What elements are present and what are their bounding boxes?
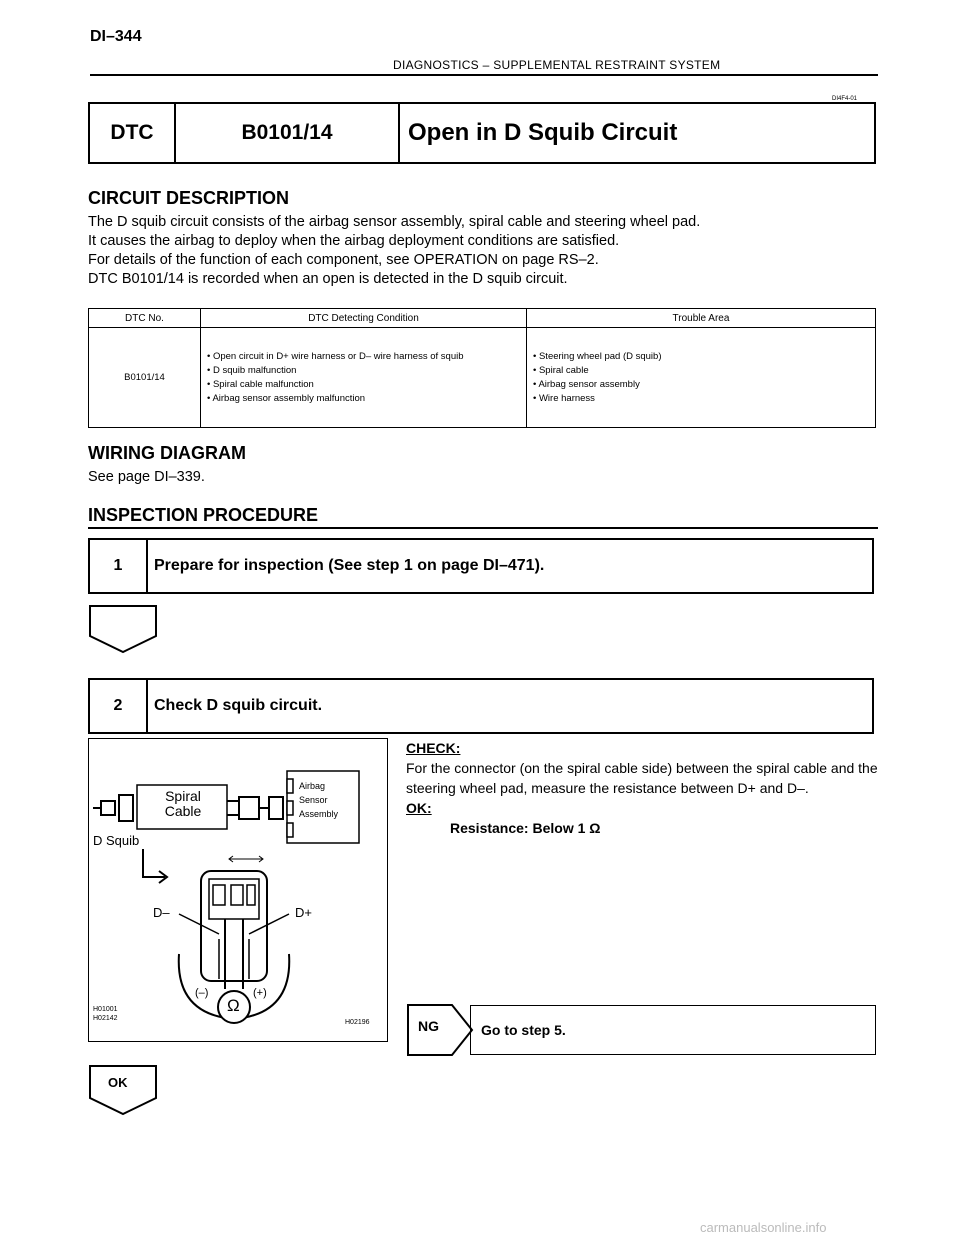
ng-label: NG [418, 1018, 439, 1034]
header-rule [90, 74, 878, 76]
next-step-arrow-icon [88, 604, 160, 656]
spiral-cable-label: Spiral Cable [164, 788, 202, 819]
ng-action-box [470, 1005, 876, 1055]
circuit-description-heading: CIRCUIT DESCRIPTION [88, 188, 290, 208]
trouble-item: • Steering wheel pad (D squib) [533, 350, 662, 362]
inspection-rule [88, 527, 878, 529]
condition-item: • Spiral cable malfunction [207, 378, 314, 390]
ok-arrow-label: OK [108, 1075, 128, 1090]
watermark: carmanualsonline.info [700, 1220, 827, 1235]
figure-code: H01001 [93, 1006, 118, 1013]
col-detecting-condition: DTC Detecting Condition [201, 309, 527, 328]
d-minus-label: D– [153, 905, 170, 920]
d-squib-label: D Squib [93, 833, 140, 848]
figure-code-left [93, 1005, 118, 1023]
condition-cell [201, 328, 527, 428]
inspection-heading: INSPECTION PROCEDURE [88, 505, 319, 525]
plus-probe-label: (+) [253, 987, 267, 999]
squib-circuit-diagram [88, 738, 388, 1042]
col-dtc-no: DTC No. [89, 309, 201, 328]
ng-action-text: Go to step 5. [481, 1022, 566, 1038]
description-line: For details of the function of each component, see OPERATION on page RS–2. [88, 252, 599, 268]
figure-code-right: H02196 [345, 1019, 370, 1026]
step-number: 2 [90, 680, 148, 732]
d-plus-label: D+ [295, 905, 312, 920]
dtc-banner [88, 102, 876, 164]
check-section [406, 738, 886, 838]
page-number: DI–344 [90, 28, 142, 45]
step-2-box [88, 678, 874, 734]
minus-probe-label: (–) [195, 987, 209, 999]
section-title: DIAGNOSTICS – SUPPLEMENTAL RESTRAINT SYSTEM [393, 58, 721, 72]
ok-criterion: Resistance: Below 1 Ω [450, 820, 601, 836]
trouble-item: • Spiral cable [533, 364, 589, 376]
figure-code: H02142 [93, 1015, 118, 1022]
wiring-diagram-ref: See page DI–339. [88, 469, 205, 485]
circuit-description-text [88, 213, 878, 289]
condition-item: • Airbag sensor assembly malfunction [207, 392, 366, 404]
condition-item: • Open circuit in D+ wire harness or D– wire harness of squib [207, 350, 464, 362]
table-row [89, 328, 876, 428]
step-number: 1 [90, 540, 148, 592]
dtc-code: B0101/14 [176, 104, 400, 162]
ok-arrow-icon [88, 1064, 160, 1118]
condition-item: • D squib malfunction [207, 364, 297, 376]
dtc-no-cell: B0101/14 [89, 328, 201, 428]
dtc-table [88, 308, 876, 428]
doc-code: DI4F4-01 [832, 96, 858, 102]
description-line: The D squib circuit consists of the airbag sensor assembly, spiral cable and steering wheel pad. [88, 214, 701, 230]
ok-label: OK: [406, 800, 432, 816]
step-text: Prepare for inspection (See step 1 on page DI–471). [154, 557, 545, 574]
check-label: CHECK: [406, 740, 461, 756]
trouble-area-cell [527, 328, 876, 428]
check-instruction: For the connector (on the spiral cable side) between the spiral cable and the steering wheel pad, measure the resistance between D+ and D–. [406, 760, 878, 796]
trouble-item: • Airbag sensor assembly [533, 378, 640, 390]
ng-arrow-icon [406, 1003, 476, 1057]
dtc-title: Open in D Squib Circuit [408, 119, 678, 146]
dtc-label: DTC [90, 104, 176, 162]
description-line: DTC B0101/14 is recorded when an open is detected in the D squib circuit. [88, 271, 568, 287]
step-1-box [88, 538, 874, 594]
col-trouble-area: Trouble Area [527, 309, 876, 328]
description-line: It causes the airbag to deploy when the airbag deployment conditions are satisfied. [88, 233, 620, 249]
table-header-row [89, 309, 876, 328]
wiring-diagram-heading: WIRING DIAGRAM [88, 443, 246, 463]
ohm-symbol: Ω [227, 996, 240, 1015]
airbag-sensor-label: Airbag Sensor Assembly [299, 781, 339, 819]
step-text: Check D squib circuit. [154, 697, 323, 714]
trouble-item: • Wire harness [533, 392, 595, 404]
